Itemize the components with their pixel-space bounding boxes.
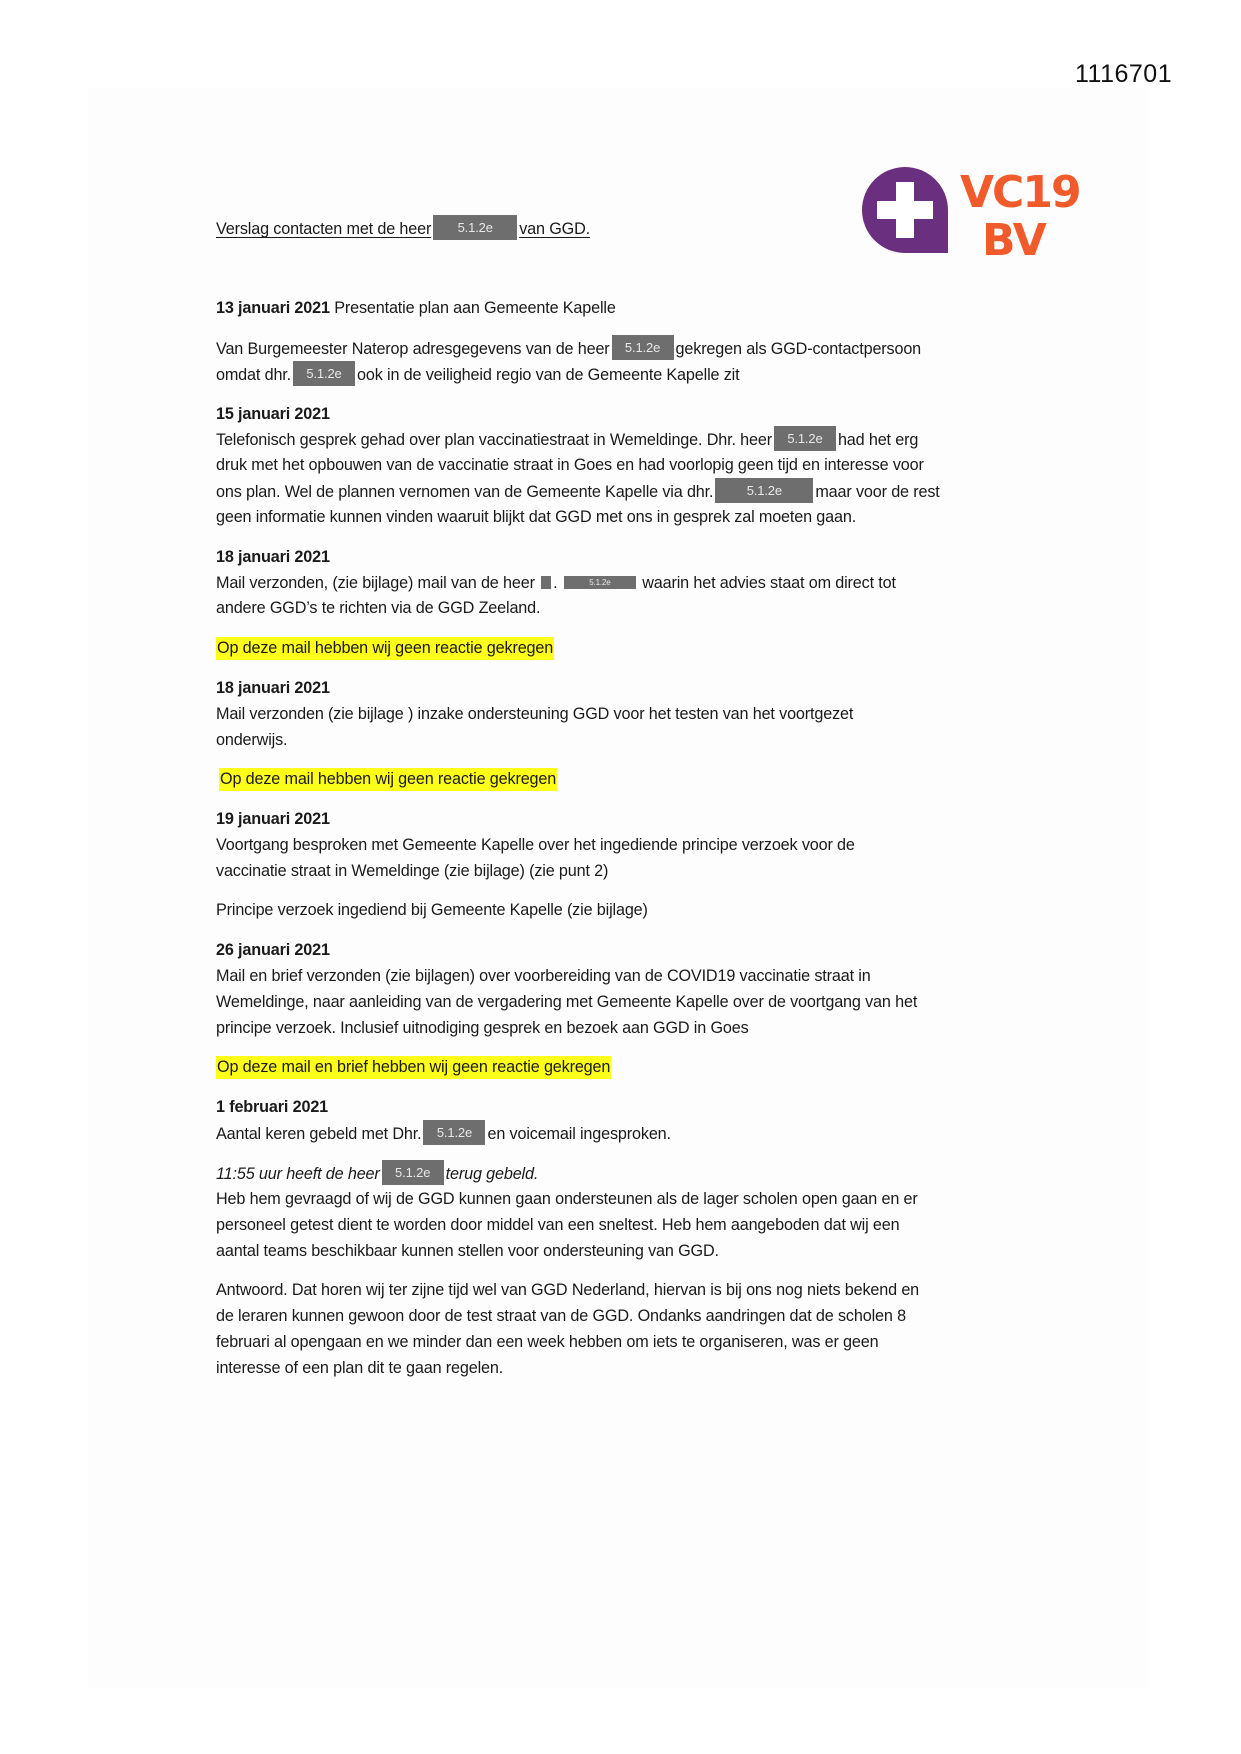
entry-heading: 13 januari 2021 Presentatie plan aan Gemeente Kapelle	[216, 299, 616, 317]
entry-date: 26 januari 2021	[216, 941, 330, 959]
callback-note: 11:55 uur heeft de heer 5.1.2e terug gebeld.	[216, 1162, 538, 1187]
entry-text: Mail verzonden, (zie bijlage) mail van de heer . 5.1.2e waarin het advies staat om direct tot	[216, 574, 896, 592]
entry-text: personeel getest dient te worden door middel van een sneltest. Heb hem aangeboden dat wij een	[216, 1216, 900, 1234]
entry-date: 18 januari 2021	[216, 548, 330, 566]
entry-date: 15 januari 2021	[216, 405, 330, 423]
redaction-box: 5.1.2e	[774, 426, 836, 451]
vc19-logo	[860, 165, 1090, 260]
entry-text: andere GGD’s te richten via de GGD Zeeland.	[216, 599, 541, 617]
entry-text: vaccinatie straat in Wemeldinge (zie bijlage) (zie punt 2)	[216, 862, 609, 880]
redaction-box: 5.1.2e	[564, 576, 636, 589]
entry-text: Heb hem gevraagd of wij de GGD kunnen gaan ondersteunen als de lager scholen open gaan en er	[216, 1190, 918, 1208]
redaction-box: 5.1.2e	[423, 1120, 485, 1145]
no-response-note: Op deze mail hebben wij geen reactie gekregen	[216, 637, 554, 659]
redaction-box: 5.1.2e	[293, 361, 355, 386]
redaction-box: 5.1.2e	[433, 215, 517, 240]
entry-text: geen informatie kunnen vinden waaruit blijkt dat GGD met ons in gesprek zal moeten gaan.	[216, 508, 857, 526]
entry-text: Mail en brief verzonden (zie bijlagen) over voorbereiding van de COVID19 vaccinatie straat in	[216, 967, 871, 985]
entry-date: 19 januari 2021	[216, 810, 330, 828]
scanned-page	[88, 88, 1148, 1688]
document-title: Verslag contacten met de heer 5.1.2e van GGD.	[216, 217, 590, 242]
no-response-note: Op deze mail hebben wij geen reactie gekregen	[219, 768, 557, 790]
svg-text:VC19: VC19	[960, 167, 1080, 218]
entry-text: Telefonisch gesprek gehad over plan vaccinatiestraat in Wemeldinge. Dhr. heer 5.1.2e had het erg	[216, 428, 918, 453]
svg-text:BV: BV	[982, 215, 1046, 260]
entry-text: Wemeldinge, naar aanleiding van de vergadering met Gemeente Kapelle over de voortgang van het	[216, 993, 918, 1011]
entry-text: onderwijs.	[216, 731, 288, 749]
redaction-box: 5.1.2e	[715, 478, 813, 503]
entry-text: omdat dhr. 5.1.2e ook in de veiligheid regio van de Gemeente Kapelle zit	[216, 363, 739, 388]
redaction-box	[541, 576, 551, 589]
answer-text: februari al opengaan en we minder dan een week hebben om iets te organiseren, was er geen	[216, 1333, 879, 1351]
entry-text: Principe verzoek ingediend bij Gemeente Kapelle (zie bijlage)	[216, 901, 648, 919]
entry-text: druk met het opbouwen van de vaccinatie straat in Goes en had voorlopig geen tijd en interesse voor	[216, 456, 924, 474]
entry-date: 1 februari 2021	[216, 1098, 329, 1116]
entry-text: aantal teams beschikbaar kunnen stellen voor ondersteuning van GGD.	[216, 1242, 719, 1260]
entry-date: 18 januari 2021	[216, 679, 330, 697]
plus-speech-bubble-icon	[860, 165, 1090, 260]
document-id: 1116701	[1075, 60, 1173, 88]
entry-text: Voortgang besproken met Gemeente Kapelle over het ingediende principe verzoek voor de	[216, 836, 855, 854]
entry-text: Van Burgemeester Naterop adresgegevens van de heer 5.1.2e gekregen als GGD-contactpersoon	[216, 337, 921, 362]
entry-text: Mail verzonden (zie bijlage ) inzake ondersteuning GGD voor het testen van het voortgezet	[216, 705, 854, 723]
answer-text: Antwoord. Dat horen wij ter zijne tijd wel van GGD Nederland, hiervan is bij ons nog niets bekend en	[216, 1281, 920, 1299]
redaction-box: 5.1.2e	[382, 1160, 444, 1185]
redaction-box: 5.1.2e	[612, 335, 674, 360]
entry-text: ons plan. Wel de plannen vernomen van de Gemeente Kapelle via dhr. 5.1.2e maar voor de rest	[216, 480, 940, 505]
answer-text: interesse of een plan dit te gaan regelen.	[216, 1359, 504, 1377]
entry-text: Aantal keren gebeld met Dhr. 5.1.2e en voicemail ingesproken.	[216, 1122, 671, 1147]
answer-text: de leraren kunnen gewoon door de test straat van de GGD. Ondanks aandringen dat de scholen 8	[216, 1307, 906, 1325]
no-response-note: Op deze mail en brief hebben wij geen reactie gekregen	[216, 1056, 611, 1078]
entry-text: principe verzoek. Inclusief uitnodiging gesprek en bezoek aan GGD in Goes	[216, 1019, 749, 1037]
